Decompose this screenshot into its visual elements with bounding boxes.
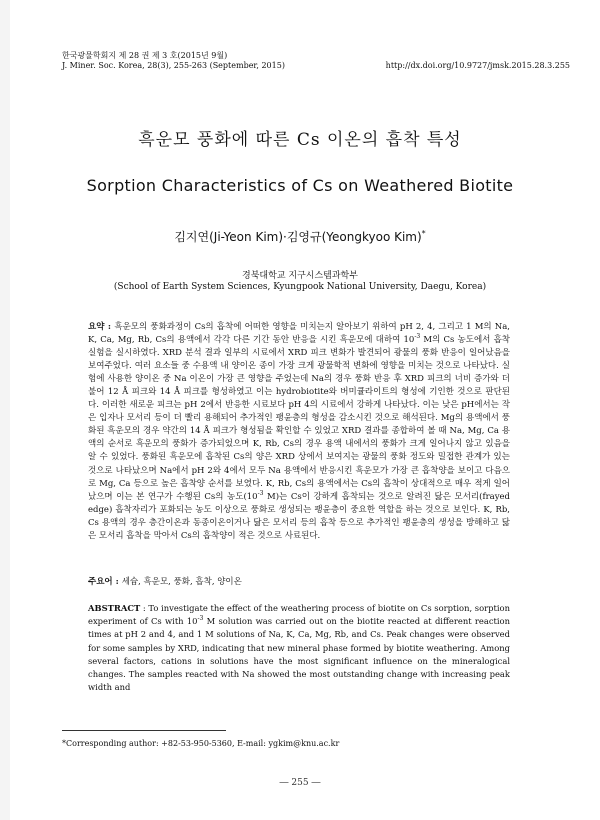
corresponding-mark: *: [421, 229, 426, 238]
abstract-korean-text-2: M의 Cs 농도에서 흡착 실험을 실시하였다. XRD 분석 결과 일부의 시료에서 XRD 피크 변화가 발견되어 광물의 풍화 반응이 일어났음을 보여주었다. 여러 요소들 중 수용액 내 양이온 종이 가장 크게 광물학적 변화에 영향을 미치는 것으로 나타났다. 실험에 사용한 양이온 중 Na 이온이 가장 큰 영향을 주었는데 Na의 경우 풍화 반응 후 XRD 피크의 너비 증가와 더불어 12 Å 피크와 14 Å 피크를 형성하였고 이는 hydrobiotite와 버미큘라이트의 형성에 기인한 것으로 판단된다. 이러한 새로운 피크는 pH 2에서 반응한 시료보다 pH 4의 시료에서 강하게 나타났다. 이는 낮은 pH에서는 작은 입자나 모서리 등이 더 빨리 용해되어 추가적인 팽윤층의 형성을 감소시킨 것으로 해석된다. Mg의 용액에서 풍화된 흑운모의 경우 약간의 14 Å 피크가 형성됨을 확인할 수 있었고 XRD 결과를 종합하여 볼 때 Na, Mg, Ca 용액의 순서로 흑운모의 풍화가 증가되었으며 K, Rb, Cs의 경우 용액 내에서의 풍화가 크게 일어나지 않고 있음을 알 수 있었다. 풍화된 흑운모에 흡착된 Cs의 양은 XRD 상에서 보여지는 광물의 풍화 정도와 밀접한 관계가 있는 것으로 나타났으며 Na에서 pH 2와 4에서 모두 Na 용액에서 반응시킨 흑운모가 가장 큰 흡착양을 보이고 다음으로 Mg, Ca 등으로 높은 흡착양 순서를 보였다. K, Rb, Cs의 용액에서는 Cs의 흡착이 상대적으로 매우 적게 일어났으며 이는 본 연구가 수행된 Cs의 농도(10: [88, 335, 510, 502]
abstract-english: [88, 602, 510, 694]
abstract-english-exponent: -3: [197, 615, 204, 623]
abstract-english-separator: :: [140, 603, 149, 613]
title-korean: 흑운모 풍화에 따른 Cs 이온의 흡착 특성: [138, 130, 462, 150]
keywords-korean: [88, 576, 510, 589]
authors: [0, 228, 600, 245]
affiliation-english: (School of Earth System Sciences, Kyungpook National University, Daegu, Korea): [113, 282, 487, 292]
affiliation-korean: 경북대학교 지구시스템과학부: [242, 271, 358, 281]
keywords-label: 주요어 :: [88, 577, 122, 587]
abstract-english-text-2: M solution was carried out on the biotite reacted at different reaction times at pH 2 and 4, and 1 M solutions of Na, K, Ca, Mg, Rb, and Cs. Peak changes were observed for some samples by XRD, indicating that new mineral phase formed by biotite weathering. Among several factors, cations in solutions have the most significant influence on the mineralogical changes. The samples reacted with Na showed the most outstanding change with increasing peak width and: [88, 616, 510, 693]
page-number: ― 255 ―: [279, 778, 321, 788]
abstract-korean-label: 요약 :: [88, 322, 115, 332]
abstract-korean-exponent-2: -3: [257, 489, 264, 497]
page-edge: [0, 0, 10, 820]
author-names: 김지연(Ji-Yeon Kim)·김영규(Yeongkyoo Kim): [174, 230, 422, 244]
abstract-korean: [88, 321, 510, 543]
abstract-korean-text-3: M)는 Cs이 강하게 흡착되는 것으로 알려진 닳은 모서리(frayed edge) 흡착자리가 포화되는 농도 이상으로 풍화로 생성되는 팽윤층이 중요한 역할을 하는 것으로 보인다. K, Rb, Cs 용액의 경우 층간이온과 동종이온이거나 닮은 모서리 등의 흡착 등으로 추가적인 팽윤층의 생성을 방해하고 닳은 모서리 흡착을 막아서 Cs의 흡착양이 적은 것으로 사료된다.: [88, 491, 510, 541]
keywords-text: 세슘, 흑운모, 풍화, 흡착, 양이온: [121, 577, 242, 587]
title-english: Sorption Characteristics of Cs on Weathered Biotite: [86, 176, 514, 195]
footnote-divider: [62, 730, 226, 731]
doi-link[interactable]: http://dx.doi.org/10.9727/jmsk.2015.28.3.255: [385, 61, 570, 70]
abstract-english-text-1: To investigate the effect of the weathering process of biotite on Cs sorption, sorption experiment of Cs with 10: [88, 603, 510, 627]
journal-citation: J. Miner. Soc. Korea, 28(3), 255-263 (September, 2015): [62, 61, 285, 70]
corresponding-author-footnote: *Corresponding author: +82-53-950-5360, E-mail: ygkim@knu.ac.kr: [62, 739, 340, 748]
abstract-korean-text-1: 흑운모의 풍화과정이 Cs의 흡착에 어떠한 영향을 미치는지 알아보기 위하여 pH 2, 4, 그리고 1 M의 Na, K, Ca, Mg, Rb, Cs의 용액에서 각각 다른 기간 동안 반응을 시킨 흑운모에 대하여 10: [88, 322, 510, 346]
journal-header-korean: 한국광물학회지 제 28 권 제 3 호(2015년 9월): [62, 51, 228, 60]
abstract-korean-exponent-1: -3: [414, 333, 421, 341]
abstract-english-label: ABSTRACT: [88, 603, 141, 613]
